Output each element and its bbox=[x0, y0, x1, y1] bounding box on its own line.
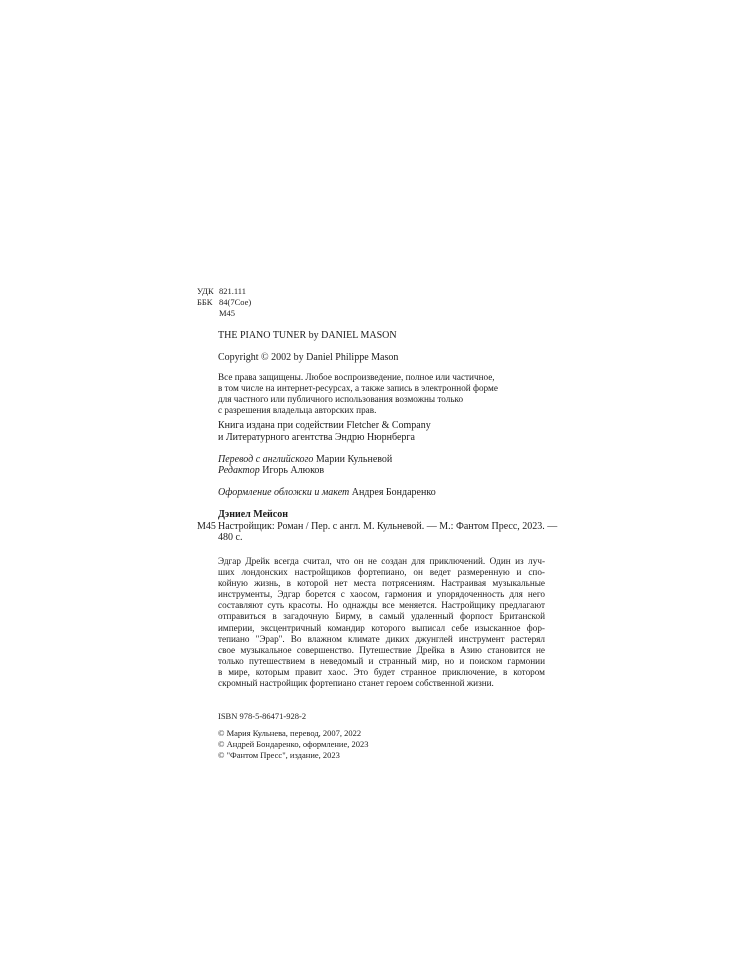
catalog-line: 480 с. bbox=[218, 532, 243, 543]
translation-credit bbox=[218, 454, 392, 465]
annotation-line: свое музыкальное совершенство. Путешествие Дрейка в Азию становится не bbox=[218, 644, 545, 655]
editor-label: Редактор bbox=[218, 465, 260, 476]
agency-line: Книга издана при содействии Fletcher & Company bbox=[218, 420, 431, 431]
annotation-line: койную жизнь, в которой нет места потрясениям. Настраивая музыкальные bbox=[218, 578, 545, 589]
book-annotation bbox=[218, 556, 545, 689]
udc-value: 821.111 bbox=[219, 286, 246, 296]
designer-name: Андрея Бондаренко bbox=[349, 487, 436, 498]
rights-notice bbox=[218, 372, 545, 416]
original-title: THE PIANO TUNER by DANIEL MASON bbox=[218, 330, 397, 341]
annotation-line: тепиано "Эрар". Во влажном климате диких джунглей инструмент растерял bbox=[218, 633, 545, 644]
agency-line: и Литературного агентства Эндрю Нюрнберга bbox=[218, 432, 415, 443]
design-credit bbox=[218, 487, 436, 498]
bbk-value: 84(7Сое) bbox=[219, 297, 252, 307]
catalog-code: М45 bbox=[197, 521, 216, 532]
author-mark-label bbox=[197, 308, 219, 319]
design-label: Оформление обложки и макет bbox=[218, 487, 350, 498]
annotation-line: только путешествием в неведомый и странный мир, но и поиском гармонии bbox=[218, 655, 545, 666]
bbk-row bbox=[197, 297, 251, 308]
annotation-line: отправиться в загадочную Бирму, в самый удаленный форпост Британской bbox=[218, 611, 545, 622]
rights-line: с разрешения владельца авторских прав. bbox=[218, 405, 377, 416]
author-mark-row bbox=[197, 308, 251, 319]
classification-codes bbox=[197, 286, 251, 319]
isbn: ISBN 978-5-86471-928-2 bbox=[218, 711, 307, 721]
copyright-notice: © Андрей Бондаренко, оформление, 2023 bbox=[218, 739, 369, 749]
annotation-line: составляют суть красоты. Но однажды все меняется. Настройщику предлагают bbox=[218, 600, 545, 611]
rights-line: в том числе на интернет-ресурсах, а также запись в электронной форме bbox=[218, 383, 498, 394]
annotation-line: ших лондонских настройщиков фортепиано, он ведет размеренную и спо- bbox=[218, 567, 545, 578]
annotation-line: Эдгар Дрейк всегда считал, что он не создан для приключений. Один из луч- bbox=[218, 556, 545, 566]
editor-name: Игорь Алюков bbox=[259, 465, 325, 476]
bbk-label: ББК bbox=[197, 297, 213, 307]
author-heading: Дэниел Мейсон bbox=[218, 509, 288, 520]
copyright-line: Copyright © 2002 by Daniel Philippe Mason bbox=[218, 352, 399, 363]
copyright-notice: © Мария Кульнева, перевод, 2007, 2022 bbox=[218, 728, 362, 738]
catalog-line: Настройщик: Роман / Пер. с англ. М. Кульневой. — М.: Фантом Пресс, 2023. — bbox=[218, 521, 558, 532]
annotation-line: скромный настройщик фортепиано станет героем собственной жизни. bbox=[218, 678, 494, 689]
annotation-line: в мире, которым правит хаос. Это будет странное приключение, в котором bbox=[218, 666, 545, 677]
annotation-line: империи, эксцентричный командир которого выписал себе изысканное фор- bbox=[218, 622, 545, 633]
copyright-notice: © "Фантом Пресс", издание, 2023 bbox=[218, 750, 340, 760]
udc-row bbox=[197, 286, 251, 297]
rights-line: Все права защищены. Любое воспроизведение, полное или частичное, bbox=[218, 372, 495, 382]
editor-credit bbox=[218, 465, 324, 476]
rights-line: для частного или публичного использования возможны только bbox=[218, 394, 464, 405]
udc-label: УДК bbox=[197, 286, 214, 296]
translator-name: Марии Кульневой bbox=[313, 454, 393, 465]
translation-label: Перевод с английского bbox=[218, 454, 314, 465]
annotation-line: инструменты, Эдгар борется с хаосом, гармония и упорядоченность для него bbox=[218, 589, 545, 600]
author-mark-value: М45 bbox=[219, 308, 236, 318]
